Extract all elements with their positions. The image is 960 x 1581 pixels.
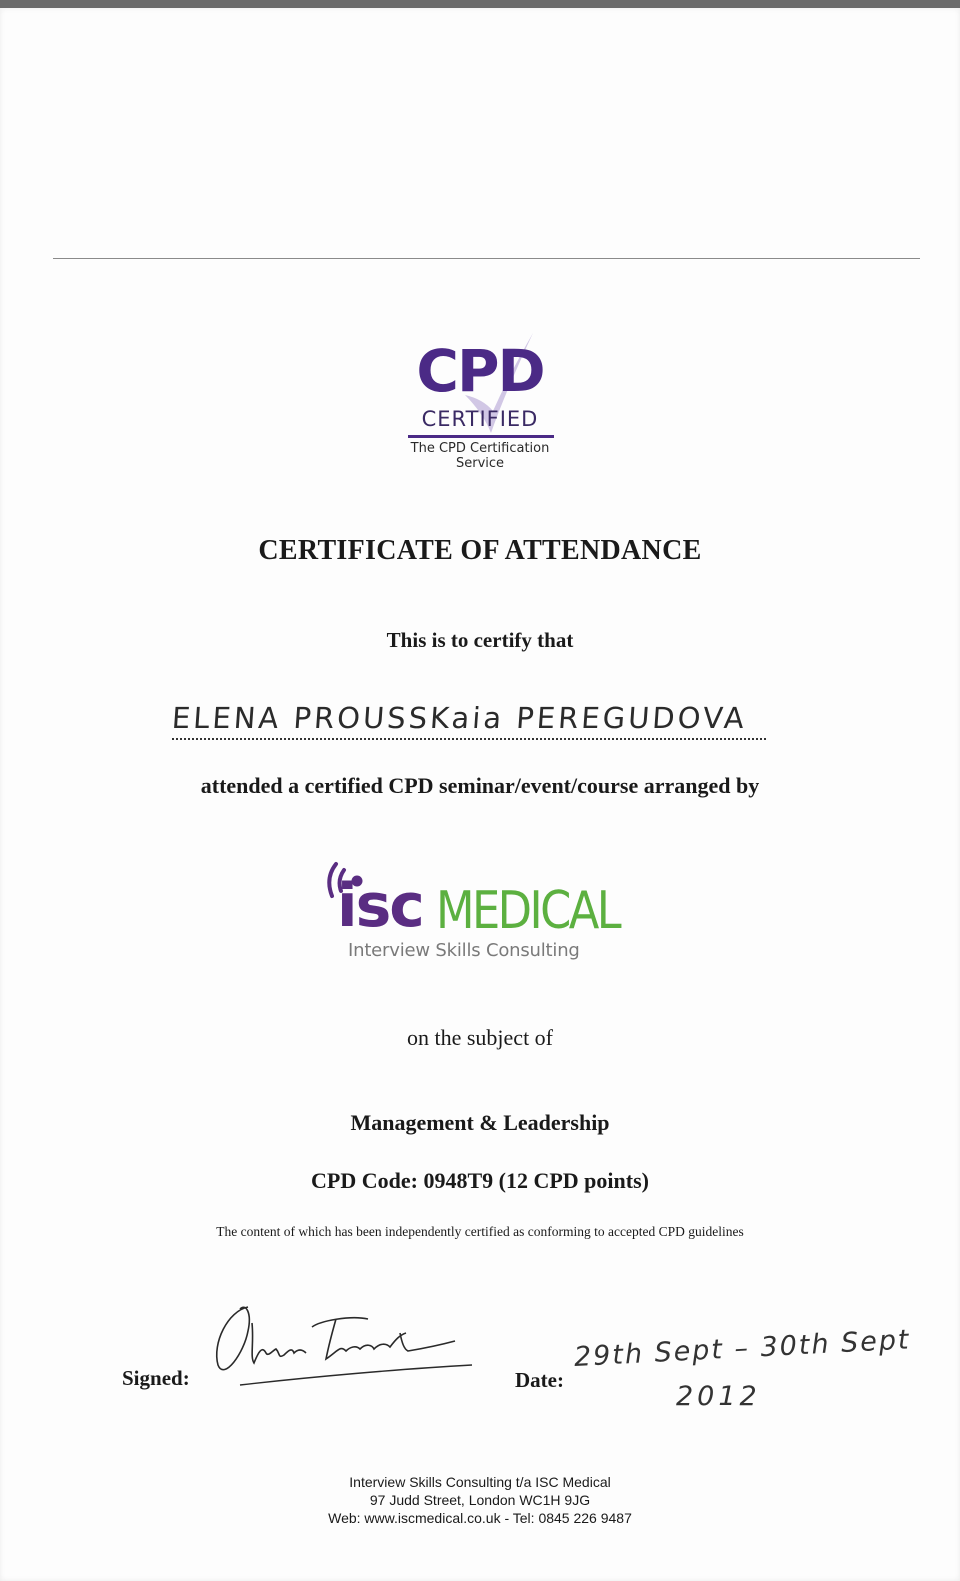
date-label: Date:	[515, 1368, 564, 1392]
isc-tagline: Interview Skills Consulting	[348, 940, 580, 961]
date-range-handwritten: 29th Sept – 30th Sept	[573, 1324, 912, 1373]
cpd-logo-text: CPD	[416, 337, 544, 405]
certificate-title: CERTIFICATE OF ATTENDANCE	[258, 535, 702, 566]
isc-logo-text: isc	[337, 871, 423, 941]
date-year-handwritten: 2012	[676, 1381, 761, 1412]
certificate-page	[0, 8, 960, 1581]
isc-medical-logo	[322, 858, 622, 968]
signed-label: Signed:	[122, 1366, 190, 1390]
attendee-name-handwritten: ELENA PROUSSKaia PEREGUDOVA	[170, 701, 749, 735]
cpd-code: CPD Code: 0948T9 (12 CPD points)	[311, 1168, 649, 1193]
subject-lead: on the subject of	[406, 1025, 554, 1050]
course-topic: Management & Leadership	[350, 1110, 610, 1135]
footer-company: Interview Skills Consulting t/a ISC Medical	[349, 1474, 611, 1490]
handwritten-signature	[200, 1293, 500, 1403]
certify-intro: This is to certify that	[386, 628, 574, 652]
cpd-service-line-2: Service	[455, 456, 505, 471]
certification-note: The content of which has been independently certified as conforming to accepted CPD guidelines	[216, 1224, 744, 1239]
footer-address: 97 Judd Street, London WC1H 9JG	[369, 1492, 591, 1508]
top-divider	[53, 258, 920, 259]
cpd-certified-text: CERTIFIED	[421, 407, 539, 431]
attended-statement: attended a certified CPD seminar/event/course arranged by	[200, 773, 760, 798]
name-dotted-line	[172, 738, 766, 740]
cpd-logo-underline	[408, 435, 554, 438]
cpd-certified-logo	[395, 333, 565, 478]
footer-contact: Web: www.iscmedical.co.uk - Tel: 0845 226 9487	[328, 1510, 632, 1526]
medical-logo-text: MEDICAL	[436, 881, 620, 941]
cpd-service-text	[395, 441, 565, 471]
cpd-service-line-1: The CPD Certification	[410, 441, 550, 456]
